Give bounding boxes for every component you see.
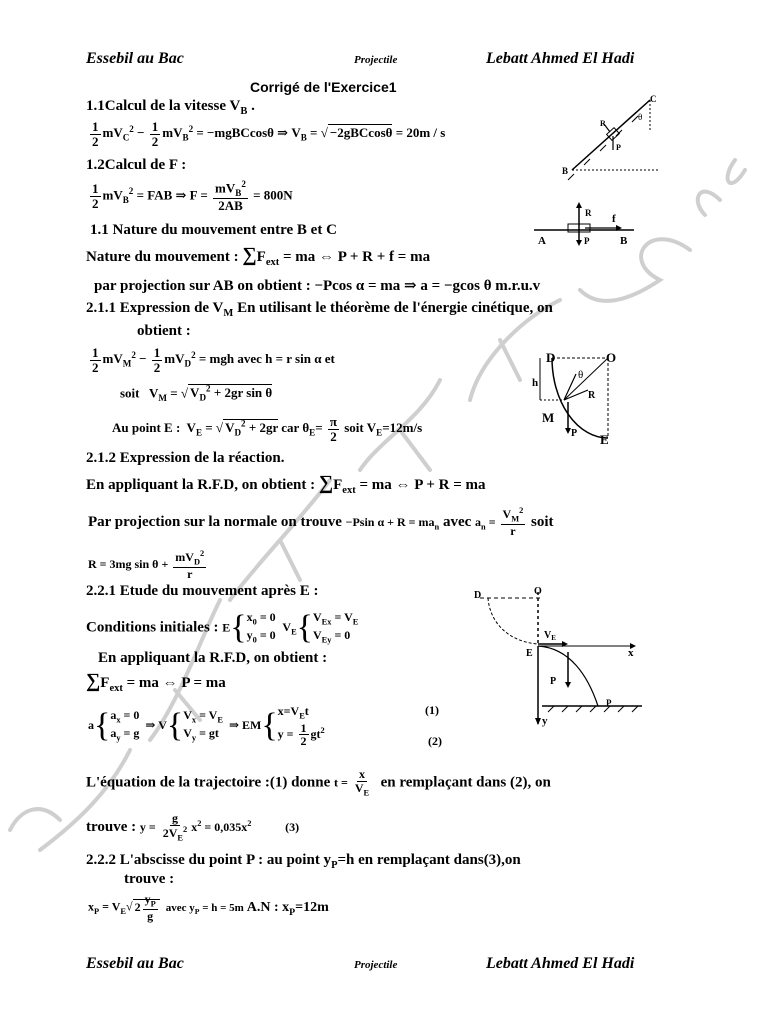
page-title: Corrigé de l'Exercice1 xyxy=(250,79,397,95)
label-m: M xyxy=(542,410,555,425)
label-ve: $V_E$ xyxy=(544,630,556,642)
figure-projectile xyxy=(470,584,650,734)
label-o: O xyxy=(606,350,617,365)
equation-vb: $\frac{1}{2}$ $mV_C^2$ − $\frac{1}{2}$ $mV_B^2$ = −mgBCcosθ ⇒ $V_B$ = √ −2gBCcosθ = 20m / s xyxy=(92,119,446,149)
rfd-equation-2: $\sum F_{ext}$ = ma ⇔ P = ma xyxy=(86,670,226,694)
section-2-2-2-trouve: trouve : xyxy=(124,871,175,887)
equation-ve: Au point E : $V_E$ = √ $V_D^2 + 2gr$ car $\theta_E=$ $\frac{\pi}{2}$ soit $V_E=12m/s$ xyxy=(112,414,423,444)
section-2-1-1-heading: 2.1.1 Expression de $V_M$ En utilisant le théorème de l'énergie cinétique, on xyxy=(86,300,553,319)
label-a: A xyxy=(538,235,546,247)
section-2-1-2-heading: 2.1.2 Expression de la réaction. xyxy=(86,450,285,466)
projection-line: par projection sur AB on obtient : −Pcos α = ma ⇒ a = −gcos θ m.r.u.v xyxy=(94,278,541,294)
label-b: B xyxy=(562,166,569,176)
header-right: Lebatt Ahmed El Hadi xyxy=(486,50,635,67)
label-y: y xyxy=(542,715,548,727)
equation-r: R = 3mg sin θ + $\frac{mV_D^2}{r}$ xyxy=(88,549,205,582)
equation-f: $\frac{1}{2}$ $mV_B^2$ = FAB ⇒ F = $\frac{mV_B^2}{2AB}$ = 800N xyxy=(92,179,293,214)
rfd-line-1: En appliquant la R.F.D, on obtient : $\sum F_{ext}$ = ma ⇔ P + R = ma xyxy=(86,472,486,496)
figure-arc xyxy=(528,346,628,446)
label-r3: R xyxy=(588,390,596,401)
nature-line: Nature du mouvement : $\sum F_{ext}$ = ma ⇔ P + R + f = ma xyxy=(86,244,431,268)
footer-right: Lebatt Ahmed El Hadi xyxy=(486,955,635,972)
label-h: h xyxy=(532,377,539,389)
label-e4: E xyxy=(526,648,533,659)
label-theta: θ xyxy=(638,112,643,122)
label-x: x xyxy=(628,647,634,659)
figure-incline xyxy=(560,92,670,184)
label-b2: B xyxy=(620,235,628,247)
equation-energy: $\frac{1}{2}$ $mV_M^2$ − $\frac{1}{2}$ $mV_D^2$ = mgh avec h = r sin α et xyxy=(92,345,335,375)
normal-projection-line: Par projection sur la normale on trouve −Psin $\alpha + R = ma_n$ avec $a_n$ = $\frac{V_M^2}{r}$ soit xyxy=(88,506,554,539)
label-pvec: P xyxy=(550,676,557,687)
rfd-line-2: En appliquant la R.F.D, on obtient : xyxy=(98,650,328,666)
label-f: f xyxy=(612,213,616,225)
label-c: C xyxy=(650,94,657,104)
section-1-1-heading: 1.1Calcul de la vitesse $V_B$ . xyxy=(86,98,255,117)
equation-number-1: (1) xyxy=(425,703,439,717)
label-p2: P xyxy=(584,236,590,246)
section-2-1-1-heading-line2: obtient : xyxy=(137,323,191,339)
footer-left: Essebil au Bac xyxy=(86,955,184,972)
equation-vm: soit $V_M$ = √ $V_D^2 + 2gr$ sin θ xyxy=(120,384,273,403)
figure-horizontal xyxy=(530,198,640,250)
trajectory-line: L'équation de la trajectoire :(1) donne t = $\frac{x}{V_E}$ en remplaçant dans (2), on xyxy=(86,767,551,797)
label-r2: R xyxy=(585,208,592,218)
initial-conditions: Conditions initiales : E{ $x_0 = 0$ $y_0 = 0$ $V_E${ $V_{Ex} = V_E$ $V_{Ey} = 0$ xyxy=(86,608,359,646)
equation-xp: $x_P = V_E√$ 2 $\frac{y_P}{g}$ avec $y_P = h = 5m$ A.N : $x_P=12m$ xyxy=(88,892,329,924)
header-left: Essebil au Bac xyxy=(86,50,184,67)
label-d: D xyxy=(546,350,556,365)
label-p4: P xyxy=(606,698,612,708)
trajectory-equation: trouve : y = $\frac{g}{2V_E^2}$ $x^2 = 0,035x^2$ (3) xyxy=(86,811,300,842)
section-1-2-heading: 1.2Calcul de F : xyxy=(86,157,187,173)
label-theta3: θ xyxy=(578,369,584,381)
section-2-2-1-heading: 2.2.1 Etude du mouvement après E : xyxy=(86,583,319,599)
section-2-2-2-heading: 2.2.2 L'abscisse du point P : au point $y_P=h$ en remplaçant dans(3),on xyxy=(86,852,521,871)
equation-number-2: (2) xyxy=(428,734,442,748)
label-d4: D xyxy=(474,590,482,601)
motion-equations: a{ $a_x = 0$ $a_y = g$ ⇒ V{ $V_x = V_E$ $V_y$ = gt ⇒ EM{ $x=V_Et$ y = $\frac{1}{2}$ $gt^2$ xyxy=(88,704,325,749)
label-r: R xyxy=(600,119,606,128)
label-p: P xyxy=(616,143,621,152)
label-p3: P xyxy=(571,428,578,439)
label-e: E xyxy=(600,432,609,446)
footer-center: Projectile xyxy=(354,959,398,971)
label-o4: O xyxy=(534,586,542,597)
section-nature-heading: 1.1 Nature du mouvement entre B et C xyxy=(90,222,337,238)
header-center: Projectile xyxy=(354,54,398,66)
